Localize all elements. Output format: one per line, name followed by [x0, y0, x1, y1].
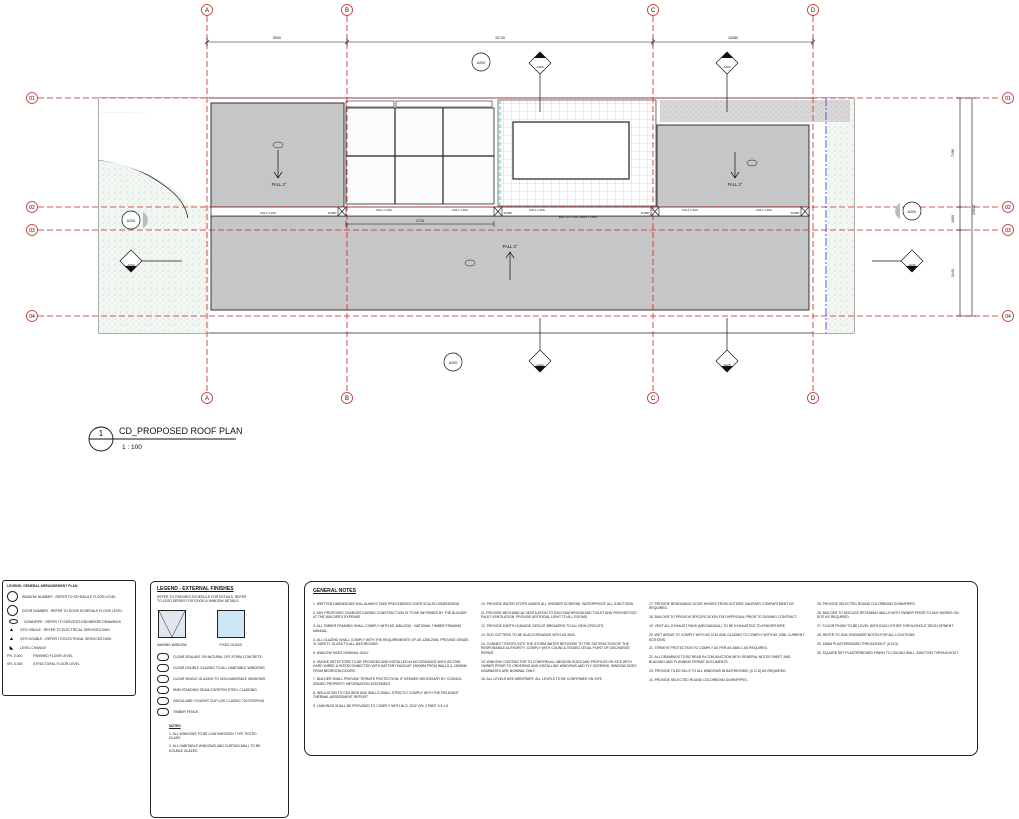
legend-row: ▲ GPO DOUBLE - REFER TO ELECTRICAL SERVICES DWG [7, 636, 131, 642]
dim-cd: 10080 [728, 36, 738, 40]
notes-column-4: 25. PROVIDE SELECTED ROUND COLORBOND DOWNPIPES. 26. BUILDER TO DISCUSS RETAINING WALLS WITH OWNER PRIOR TO ANY WORKS ON SITE AS REQUIRED. 27. FLOOR FINISH TO BE LEVEL WITH EACH OTHER THROUGHOUT DEVELOPMENT. 28. REFER TO SOIL ENGINEER NOTES FOR ALL LOCATIONS. 29. 10MM PLASTERBOARD THROUGHOUT (U.N.O) 30. SQUARE SET PLASTERBOARD FINISH TO CEILING WALL JUNCTION THROUGHOUT. [817, 602, 959, 655]
grid-label-04-left: 04 [29, 314, 35, 320]
fall-label-main: FALL 3° [502, 244, 518, 249]
grid-label-01-right: 01 [1005, 96, 1011, 102]
fixed-glass-icon [217, 610, 245, 638]
grid-label-a-bottom: A [204, 396, 210, 402]
legend-row: DOOR NUMBER - REFER TO DOOR SCHEDULE FLOOR LEVEL [7, 605, 131, 616]
svg-text:SUMP: SUMP [327, 211, 337, 215]
grid-label-03-right: 03 [1005, 228, 1011, 234]
grid-label-02-left: 02 [29, 205, 35, 211]
grid-label-01-left: 01 [29, 96, 35, 102]
finish-row: 5MM STANDING SEAM CORSTEN STEEL CLADDING [157, 686, 282, 694]
svg-text:A200: A200 [908, 263, 916, 267]
grid-label-c-top: C [650, 8, 656, 14]
gpo-double-icon: ▲ [9, 636, 14, 643]
dim-right-mid: 1000 [951, 215, 955, 223]
finish-row: TIMBER FENCE [157, 708, 282, 716]
legend-row: SFL 0.000 STRUCTURAL FLOOR LEVEL [7, 661, 80, 666]
svg-text:A200: A200 [536, 363, 544, 367]
dim-inner: 2710 [416, 219, 424, 223]
dim-right-total: 14040 [972, 205, 976, 215]
finishes-note: 1. ALL WINDOWS TO BE LOW EMISSION TYPE TINTED GLASS. [169, 731, 257, 741]
svg-text:SUMP: SUMP [503, 211, 513, 215]
svg-text:FALL 1:100: FALL 1:100 [260, 211, 276, 215]
view-title: CD_PROPOSED ROOF PLAN [119, 426, 243, 436]
finishes-notes-title: NOTES [169, 724, 181, 729]
svg-text:A200: A200 [476, 61, 486, 65]
grid-label-02-right: 02 [1005, 205, 1011, 211]
finish-row: CLEAR SINGLE GLAZING TO NON-HABITABLE WINDOWS [157, 675, 282, 683]
left-garden-white-cutout [99, 98, 209, 113]
window-tag-icon [7, 591, 18, 602]
grid-label-c-bottom: C [650, 396, 656, 402]
svg-text:A200: A200 [723, 65, 731, 69]
right-strip-gray [813, 98, 827, 333]
roof-a [211, 103, 344, 207]
finish-tag-icon [157, 664, 169, 672]
svg-text:FALL 1:100: FALL 1:100 [682, 208, 698, 212]
dim-right-bottom: 5440 [951, 269, 955, 277]
svg-text:FALL 1:100: FALL 1:100 [376, 208, 392, 212]
level-change-icon: ◣ [9, 645, 14, 652]
svg-text:A200: A200 [907, 210, 917, 214]
notes-column-3: 17. PROVIDE REMOVABLE DOOR HINGES FROM OUTSIDE SANITARY COMPARTMENT AS REQUIRED. 18. BUILDER TO PROVIDE SPECIFICATION FOR APPROVAL PRIOR TO SIGNING CONTRACT. 19. VENT ALL EXHAUST FANS (MECHANICAL) TO BE EXHAUSTED TO ATMOSPHERE. 20. WET AREAS TO COMPLY WITH AS 3740 AND GLAZING TO COMPLY WITH AS 1288. CURRENT EDITIONS. 21. TERMITE PROTECTION TO COMPLY AS PER AS 3660.1 AS REQUIRED. 22. ALL DRAWINGS TO BE READ IN CONJUNCTION WITH GENERAL NOTES SHEET AND BUILDING AND PLANNING PERMIT DOCUMENTS. 23. PROVIDE TILED SILLS TO ALL WINDOWS IN BATHROOMS, (C.O.D) AS REQUIRED. 24. PROVIDE SELECTED ROUND COLORBOND DOWNPIPES. [649, 602, 805, 682]
svg-text:SUMP: SUMP [640, 211, 650, 215]
right-landscape-zone [827, 98, 854, 333]
svg-text:A200: A200 [723, 363, 731, 367]
glazing-top-rail [346, 101, 394, 107]
grid-label-b-bottom: B [344, 396, 350, 402]
top-right-gray-zone [660, 100, 850, 122]
finish-row: CLEAR DOUBLE GLAZING TO ALL HABITABLE WINDOWS [157, 664, 282, 672]
glazing-top-rail-2 [396, 101, 492, 107]
legend-row: ◣ LEVEL CHANGE [7, 645, 131, 651]
grid-label-b-top: B [344, 8, 350, 14]
general-notes-title: GENERAL NOTES [313, 588, 356, 594]
grid-label-d-bottom: D [810, 396, 816, 402]
general-legend-title: LEGEND: GENERAL ARRANGEMENT PLAN [7, 584, 78, 588]
svg-text:A200: A200 [126, 219, 136, 223]
general-notes-panel [304, 581, 978, 756]
legend-row: DOWNPIPE - REFER TO SERVICES ENGINEERS DRAWINGS [7, 619, 131, 624]
svg-text:A200: A200 [127, 263, 135, 267]
legend-row: ▲ GPO SINGLE - REFER TO ELECTRICAL SERVICES DWG [7, 627, 131, 633]
external-legend-intro: REFER TO FINISHES SCHEDULE FOR DETAILS. REFER TO LEGO SERIES FOR DOOR & WINDOW DETAILS [157, 595, 247, 604]
svg-text:A200: A200 [536, 65, 544, 69]
finish-row: CLEAR SEALANT ON NATURAL OFF-FORM CONCRETE [157, 653, 282, 661]
grid-label-d-top: D [810, 8, 816, 14]
fall-label-c: FALL 3° [727, 182, 743, 187]
view-title-block [89, 426, 243, 451]
grid-label-03-left: 03 [29, 228, 35, 234]
dim-ab: 5000 [273, 36, 281, 40]
dim-bc: 10740 [495, 36, 505, 40]
door-tag-icon [7, 605, 18, 616]
legend-row: FFL 0.000 FINISHED FLOOR LEVEL [7, 654, 73, 659]
view-scale: 1 : 100 [122, 444, 142, 451]
external-legend-title: LEGEND - EXTERNAL FINISHES [157, 586, 234, 592]
svg-text:FALL 1:100: FALL 1:100 [756, 208, 772, 212]
grid-label-04-right: 04 [1005, 314, 1011, 320]
finish-tag-icon [157, 675, 169, 683]
finish-tag-icon [157, 686, 169, 694]
notes-column-1: 1. WRITTEN DIMENSIONS WILL ALWAYS TAKE PRECEDENCE OVER SCALED DIMENSIONS. 2. ANY PROPOSED CHANGES DURING CONSTRUCTION IS TO BE INFORMED BY THE BUILDER AT THE BUILDER'S EXPENSE. 3. ALL TIMBER FRAMING SHALL COMPLY WITH AS 1684-2010 - NATIONAL TIMBER FRAMING MANUAL. 4. ALL GLAZING SHALL COMPLY WITH THE REQUIREMENTS OF AS 1288-2006. PROVIDE GRADE 'A' SAFETY GLASS TO ALL BATHROOMS. 5. WINDOW SIZES NOMINAL ONLY. 6. SMOKE DETECTORS TO BE PROVIDED AND INSTALLED IN ACCORDANCE WITH AS 3786. HARD WIRED & INTERCONNECTED WITH BATTERY BACKUP. 1500MM FROM WALLS & 1300MM FROM BEDROOM DOORS. 7. BUILDER SHALL PROVIDE TERMITE PROTECTION, IF DEEMED NECESSARY BY COUNCIL ISSUED PROPERTY INFORMATION STATEMENT. 8. INSULATION TO CEILINGS AND WALLS SHALL STRICTLY COMPLY WITH THE RELEVANT THERMAL ASSESSMENT REPORT. 9. LANDINGS SHALL BE PROVIDED TO COMPLY WITH NCC 2022 VOL 2 PART 3.9.1.5 [313, 602, 469, 709]
finish-tag-icon [157, 697, 169, 705]
gpo-single-icon: ▲ [9, 627, 14, 634]
courtyard-pool [513, 122, 629, 179]
svg-text:FALL 1:100: FALL 1:100 [529, 208, 545, 212]
svg-text:FALL 1:100: FALL 1:100 [452, 208, 468, 212]
notes-column-2: 10. PROVIDE WATER STOPS UNDER ALL SHOWER SCREENS. WATERPROOF ALL JUNCTIONS. 11. PROVIDE MECHANICAL VENTILATION TO EACH BATHROOM AND TOILET AND PROVIDE RCD FAULT VENTILATION. PROVIDE ARTIFICIAL LIGHT TO ALL ROOMS. 12. PROVIDE EARTH LEAKAGE CIRCUIT BREAKERS TO ALL NEW CIRCUITS. 13. RCD GUTTERS TO BE IN ACCORDANCE WITH AS 3500. 14. CONNECT ROOFS INTO THE STORM WATER NETWORK TO THE SATISFACTION OF THE RESPONSIBLE AUTHORITY. COMPLY WITH COUNCIL ISSUED LEGAL POINT OF DISCHARGE PERMIT. 15. WINDOW CONTRACTOR TO CONFIRM ALL WINDOW SIZES AND PROFILES ON SITE WITH OWNER PRIOR TO ORDERING AND INSTALLING WINDOWS AND FLY SCREENS. WINDOW SIZES NOMINATED ARE NOMINAL ONLY. 16. ALL LEVELS ARE ARBITRARY. ALL LEVELS TO BE CONFIRMED ON SITE. [481, 602, 637, 682]
finish-tag-icon [157, 653, 169, 661]
fixed-glass-swatch: FIXED GLASS [217, 610, 245, 647]
fall-label-a: FALL 3° [271, 182, 287, 187]
svg-text:A200: A200 [448, 361, 458, 365]
finish-tag-icon [157, 708, 169, 716]
svg-text:SUMP: SUMP [790, 211, 800, 215]
finish-row: ZINCALUME LYSAGHT CLIP-LOK CLASSIC 700 ROOFING [157, 697, 282, 705]
finishes-note: 2. ALL HABITABLE WINDOWS AND CURTAIN WALL TO BE DOUBLE GLAZED. [169, 744, 261, 753]
legend-row: WINDOW NUMBER - REFER TO SCHEDULE FLOOR LEVEL [7, 591, 131, 602]
svg-text:BOX GUTTER 300W x 150D: BOX GUTTER 300W x 150D [558, 215, 598, 219]
dim-right-top: 7490 [951, 149, 955, 157]
external-finishes-panel [150, 581, 289, 818]
awning-swatch: AWNING WINDOW [157, 610, 187, 647]
grid-label-a-top: A [204, 8, 210, 14]
roof-c [657, 125, 809, 207]
downpipe-icon [9, 619, 18, 624]
awning-window-icon [158, 610, 186, 638]
general-legend-panel [2, 580, 136, 696]
view-number: 1 [98, 429, 104, 438]
